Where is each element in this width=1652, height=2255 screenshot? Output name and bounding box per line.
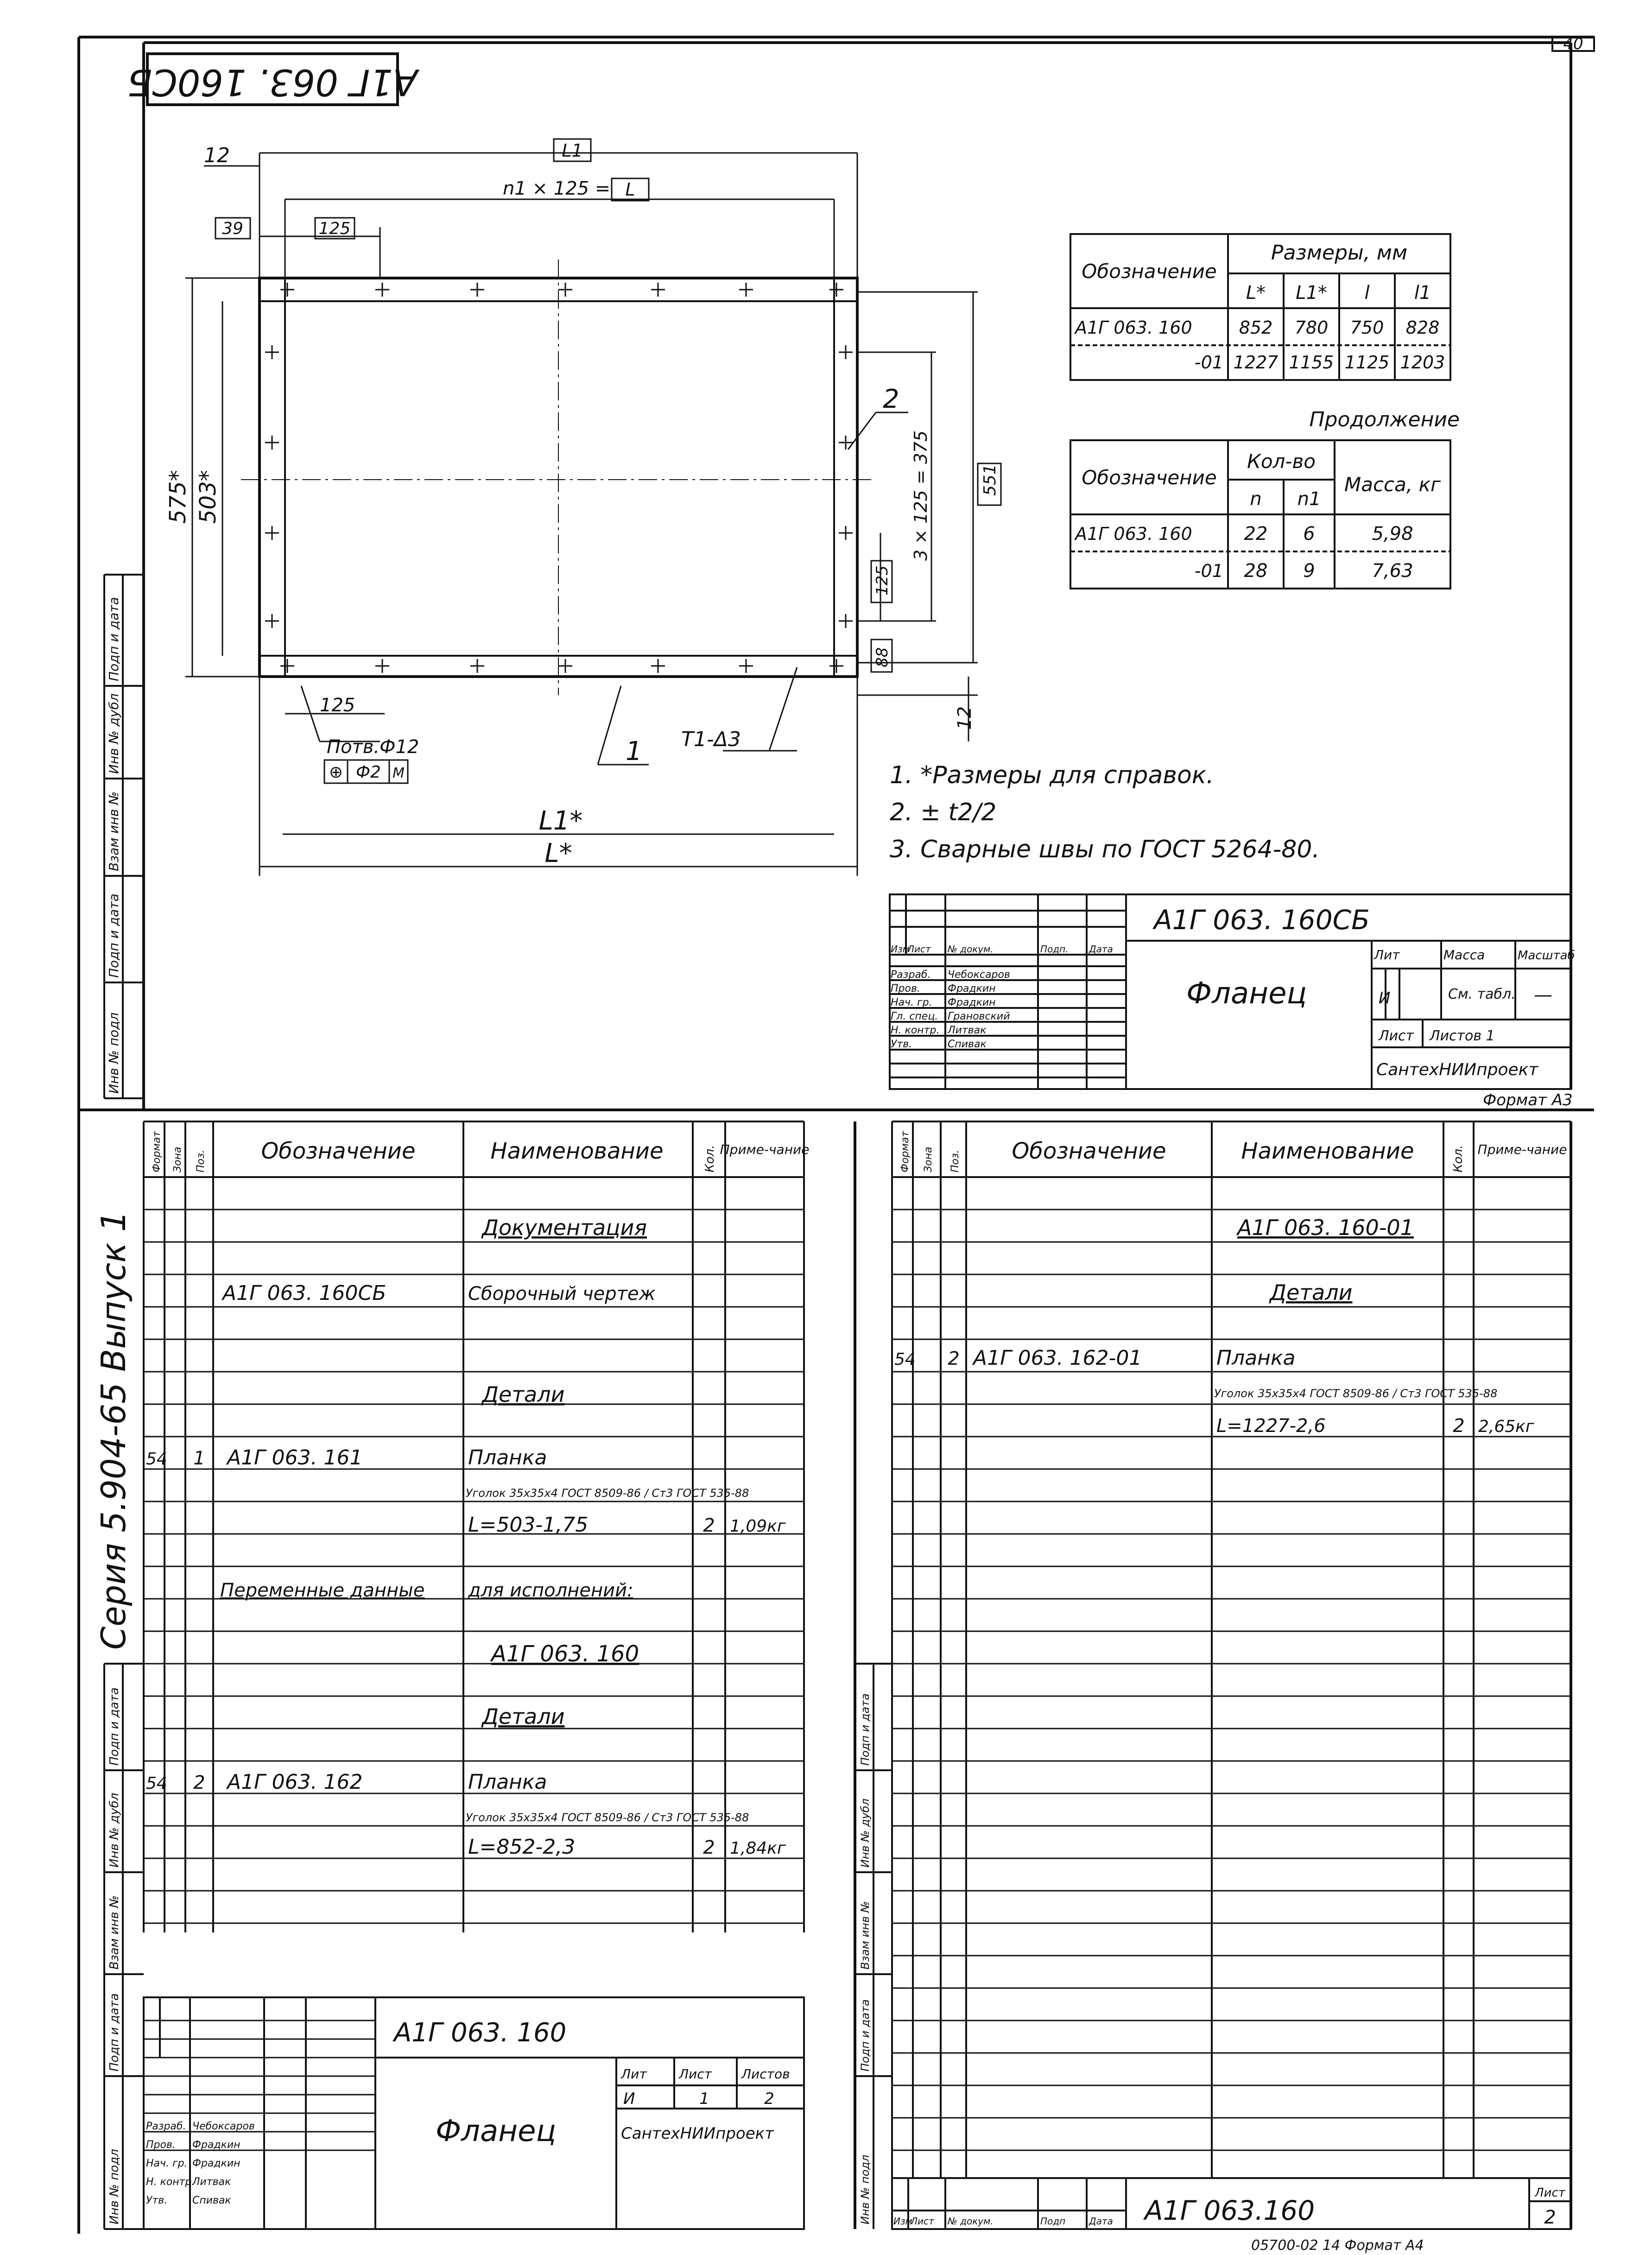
side-right-label-2: Инв № дубл (859, 1799, 872, 1868)
spec-right-head-note: Приме-чание (1477, 1142, 1567, 1157)
qty-row2-n1: 9 (1303, 560, 1315, 582)
spec-left-row-2-designation: А1Г 063. 160СБ (222, 1281, 386, 1305)
dim-39: 39 (222, 219, 243, 238)
side-label-2: Инв № дубл (106, 693, 121, 774)
dim-503: 503* (195, 470, 221, 524)
dim-n1: n1 × 125 = (503, 178, 611, 199)
bottom-scribble: 05700-02 14 Формат А4 (1251, 2237, 1424, 2254)
qty-row2-mass: 7,63 (1372, 560, 1413, 582)
sizes-col-designation: Обозначение (1082, 260, 1217, 283)
title-code-left: А1Г 063. 160 (394, 2018, 567, 2048)
spec-left-head-zone: Зона (172, 1147, 184, 1172)
tb-head-sign: Подп. (1040, 944, 1069, 955)
spec-right-row-5-name: L=1227-2,6 (1216, 1415, 1326, 1437)
dim-125-top: 125 (318, 219, 351, 238)
dim-125-right: 125 (873, 565, 892, 595)
qty-col-group: Кол-во (1247, 450, 1316, 473)
side-bottom-label-5: Инв № подл (108, 2149, 121, 2224)
sizes-col-group: Размеры, мм (1271, 241, 1408, 265)
spec-left-row-9-name: Детали (482, 1704, 565, 1729)
role-left-5: Утв. (146, 2195, 168, 2206)
sheets-value-left: 2 (764, 2090, 774, 2108)
name-left-4: Литвак (192, 2176, 231, 2188)
sheet-label-right: Лист (1535, 2186, 1565, 2200)
page-number: 40 (1563, 35, 1583, 53)
role-6: Утв. (891, 1039, 912, 1050)
sizes-row1-v4: 828 (1405, 317, 1440, 338)
role-5: Н. контр. (891, 1025, 940, 1036)
dim-L-star: L* (544, 838, 572, 868)
tbr-head-sign: Подп (1040, 2216, 1066, 2227)
sizes-row2-designation: -01 (1194, 352, 1223, 373)
scale-value-top: — (1534, 984, 1552, 1006)
org-left: СантехНИИпроект (621, 2124, 774, 2143)
spec-right-row-5-qty: 2 (1453, 1415, 1465, 1437)
dim-L1: L1 (562, 140, 583, 161)
spec-right-head-name: Наименование (1241, 1138, 1414, 1164)
sheets-label-left: Листов (741, 2066, 790, 2082)
spec-right-head-qty: Кол. (1451, 1145, 1465, 1172)
name-left-1: Чебоксаров (192, 2121, 255, 2132)
dim-3x125: 3 × 125 = 375 (911, 430, 931, 561)
title-code-right: А1Г 063.160 (1145, 2195, 1315, 2226)
spec-right-row-3-pos: 2 (948, 1348, 960, 1369)
role-5-name: Литвак (948, 1025, 987, 1036)
spec-left-row-10-fmt: 54 (146, 1774, 167, 1793)
dim-12-top: 12 (204, 144, 230, 167)
dim-L1-star: L1* (538, 806, 583, 836)
spec-left-row-11-name: Уголок 35x35x4 ГОСТ 8509-86 / Ст3 ГОСТ 535-88 (466, 1811, 749, 1824)
sizes-row1-designation: А1Г 063. 160 (1075, 317, 1192, 338)
tbr-head-izm: Изм (893, 2216, 912, 2227)
sizes-row2-v4: 1203 (1400, 352, 1445, 373)
side-bottom-label-1: Подп и дата (108, 1687, 121, 1766)
sizes-row1-v1: 852 (1239, 317, 1273, 338)
dim-88: 88 (873, 647, 892, 667)
spec-left-head-designation: Обозначение (261, 1138, 416, 1164)
mass-label-top: Масса (1443, 947, 1485, 963)
spec-left-row-12-note: 1,84кг (730, 1839, 786, 1858)
spec-right-row-3-designation: А1Г 063. 162-01 (973, 1346, 1142, 1370)
sizes-header-1: L* (1246, 282, 1266, 304)
spec-left-row-4-pos: 1 (193, 1448, 205, 1469)
lit-value-top: И (1379, 989, 1391, 1007)
sizes-row2-v1: 1227 (1233, 352, 1279, 373)
spec-left-head-qty: Кол. (703, 1145, 717, 1172)
dim-551: 551 (981, 464, 1000, 496)
side-bottom-label-2: Инв № дубл (108, 1793, 121, 1868)
side-label-1: Подп и дата (106, 597, 121, 681)
sizes-header-2: L1* (1296, 282, 1327, 304)
spec-right-head-zone: Зона (923, 1147, 934, 1172)
role-6-name: Спивак (948, 1039, 987, 1050)
role-left-1: Разраб. (146, 2121, 186, 2132)
spec-left-row-7-name: для исполнений: (468, 1580, 633, 1601)
name-left-5: Спивак (192, 2195, 231, 2206)
role-left-4: Н. контр. (146, 2176, 195, 2188)
sheet-value-left: 1 (699, 2090, 709, 2108)
lit-label-top: Лит (1374, 947, 1400, 963)
role-4-name: Грановский (948, 1011, 1010, 1022)
tb-head-list: Лист (907, 944, 931, 955)
scale-label-top: Масштаб (1518, 949, 1575, 963)
sheet-value-right: 2 (1544, 2207, 1556, 2228)
tbr-head-doc: № докум. (948, 2216, 994, 2227)
role-4: Гл. спец. (891, 1011, 938, 1022)
spec-left-head-pos: Поз. (195, 1150, 207, 1172)
spec-right-grid (892, 1121, 1571, 2229)
title-code-top: А1Г 063. 160СБ (1154, 904, 1370, 936)
side-bottom-label-4: Подп и дата (108, 1993, 121, 2071)
sizes-row1-v2: 780 (1294, 317, 1329, 338)
spec-right-row-5-note: 2,65кг (1478, 1417, 1534, 1436)
max-material-icon: М (392, 765, 405, 781)
position-tolerance-icon: ⊕ (329, 763, 343, 782)
qty-row2-n: 28 (1244, 560, 1268, 582)
spec-right-head-designation: Обозначение (1012, 1138, 1166, 1164)
rotated-stamp: А1Г 063. 160СБ (127, 61, 418, 103)
side-label-3: Взам инв № (106, 791, 121, 871)
tolerance-value: Ф2 (356, 763, 381, 782)
spec-left-head-format: Формат (151, 1131, 163, 1172)
spec-right-head-pos: Поз. (949, 1150, 961, 1172)
dim-575: 575* (165, 470, 191, 524)
spec-right-row-1-name: А1Г 063. 160-01 (1237, 1215, 1414, 1240)
spec-left-row-6-note: 1,09кг (730, 1517, 786, 1536)
spec-left-row-4-fmt: 54 (146, 1450, 167, 1469)
qty-header-n: n (1250, 488, 1262, 510)
dim-125-bottom: 125 (320, 695, 355, 716)
tbr-head-list: Лист (911, 2216, 934, 2227)
spec-right-row-2-name: Детали (1270, 1280, 1353, 1305)
spec-left-row-10-name: Планка (468, 1770, 547, 1794)
qty-col-mass: Масса, кг (1344, 473, 1441, 496)
note-1: 1. *Размеры для справок. (890, 761, 1214, 789)
hole-note: Потв.Ф12 (327, 736, 419, 758)
qty-row2-designation: -01 (1194, 561, 1223, 581)
dim-12-right: 12 (954, 706, 975, 730)
side-label-5: Инв № подл (106, 1012, 121, 1094)
tb-head-doc: № докум. (948, 944, 994, 955)
side-right-label-5: Инв № подл (859, 2154, 872, 2224)
spec-left-row-6-qty: 2 (703, 1515, 715, 1536)
continuation-label: Продолжение (1309, 408, 1460, 431)
spec-left-row-10-designation: А1Г 063. 162 (227, 1770, 363, 1794)
side-right-label-1: Подп и дата (859, 1693, 872, 1766)
title-name-top: Фланец (1186, 976, 1307, 1011)
leader-1: 1 (626, 736, 642, 766)
qty-row1-n: 22 (1244, 523, 1268, 545)
dimension-lines (185, 153, 978, 876)
spec-right-row-4-name: Уголок 35x35x4 ГОСТ 8509-86 / Ст3 ГОСТ 535-88 (1214, 1387, 1498, 1400)
lit-value-left: И (623, 2090, 635, 2108)
qty-row1-mass: 5,98 (1372, 523, 1413, 545)
sizes-header-3: l (1364, 282, 1370, 304)
note-2: 2. ± t2/2 (890, 798, 997, 826)
spec-left-row-1-name: Документация (482, 1215, 647, 1240)
sheet-label-left: Лист (679, 2066, 712, 2082)
spec-left-row-6-name: L=503-1,75 (468, 1513, 589, 1537)
spec-left-head-name: Наименование (490, 1138, 664, 1164)
name-left-2: Фрадкин (192, 2139, 241, 2151)
side-bottom-label-3: Взам инв № (108, 1895, 121, 1970)
name-left-3: Фрадкин (192, 2158, 241, 2169)
qty-row1-n1: 6 (1303, 523, 1315, 545)
role-2: Пров. (891, 983, 920, 994)
sizes-row2-v3: 1125 (1344, 352, 1390, 373)
side-label-4: Подп и дата (106, 893, 121, 978)
format-label: Формат А3 (1483, 1091, 1573, 1109)
flange-outline (241, 260, 876, 695)
spec-right-row-3-fmt: 54 (894, 1350, 916, 1369)
series-vertical: Серия 5.904-65 Выпуск 1 (94, 1210, 133, 1650)
side-right-label-4: Подп и дата (859, 1999, 872, 2071)
lit-label-left: Лит (621, 2066, 647, 2082)
spec-left-row-4-name: Планка (468, 1446, 547, 1470)
tbr-head-date: Дата (1089, 2216, 1113, 2227)
spec-left-row-2-name: Сборочный чертеж (468, 1283, 656, 1305)
spec-left-row-4-designation: А1Г 063. 161 (227, 1446, 363, 1470)
note-3: 3. Сварные швы по ГОСТ 5264-80. (890, 836, 1320, 863)
role-3: Нач. гр. (891, 997, 932, 1008)
side-right-label-3: Взам инв № (859, 1901, 872, 1970)
role-2-name: Фрадкин (948, 983, 996, 994)
role-1-name: Чебоксаров (948, 969, 1010, 981)
mass-value-top: См. табл. (1448, 986, 1516, 1002)
qty-row1-designation: А1Г 063. 160 (1075, 524, 1192, 544)
leader-2: 2 (883, 384, 899, 414)
spec-left-row-8-name: А1Г 063. 160 (491, 1641, 639, 1667)
sheet-label-top: Лист (1379, 1028, 1414, 1044)
role-left-3: Нач. гр. (146, 2158, 188, 2169)
spec-left-row-5-name: Уголок 35x35x4 ГОСТ 8509-86 / Ст3 ГОСТ 535-88 (466, 1487, 749, 1500)
spec-left-row-7-designation: Переменные данные (220, 1580, 425, 1601)
sheets-label-top: Листов 1 (1430, 1028, 1495, 1044)
sizes-row2-v2: 1155 (1289, 352, 1334, 373)
spec-right-row-3-name: Планка (1216, 1346, 1296, 1370)
org-top: СантехНИИпроект (1376, 1060, 1538, 1079)
spec-left-row-10-pos: 2 (193, 1772, 205, 1793)
tb-head-izm: Изм (891, 944, 910, 955)
sizes-row1-v3: 750 (1350, 317, 1384, 338)
tb-head-date: Дата (1089, 944, 1113, 955)
qty-col-designation: Обозначение (1082, 466, 1217, 489)
sizes-header-4: l1 (1414, 282, 1431, 304)
qty-header-n1: n1 (1297, 488, 1321, 510)
spec-left-row-3-name: Детали (482, 1382, 565, 1407)
role-left-2: Пров. (146, 2139, 176, 2151)
title-name-left: Фланец (436, 2114, 556, 2148)
spec-right-head-format: Формат (899, 1131, 911, 1172)
dim-L: L (625, 179, 635, 200)
spec-left-head-note: Приме-чание (720, 1142, 810, 1157)
role-1: Разраб. (891, 969, 931, 981)
spec-left-row-12-qty: 2 (703, 1837, 715, 1858)
spec-left-row-12-name: L=852-2,3 (468, 1835, 576, 1859)
role-3-name: Фрадкин (948, 997, 996, 1008)
weld-note: Т1-Δ3 (681, 728, 741, 751)
